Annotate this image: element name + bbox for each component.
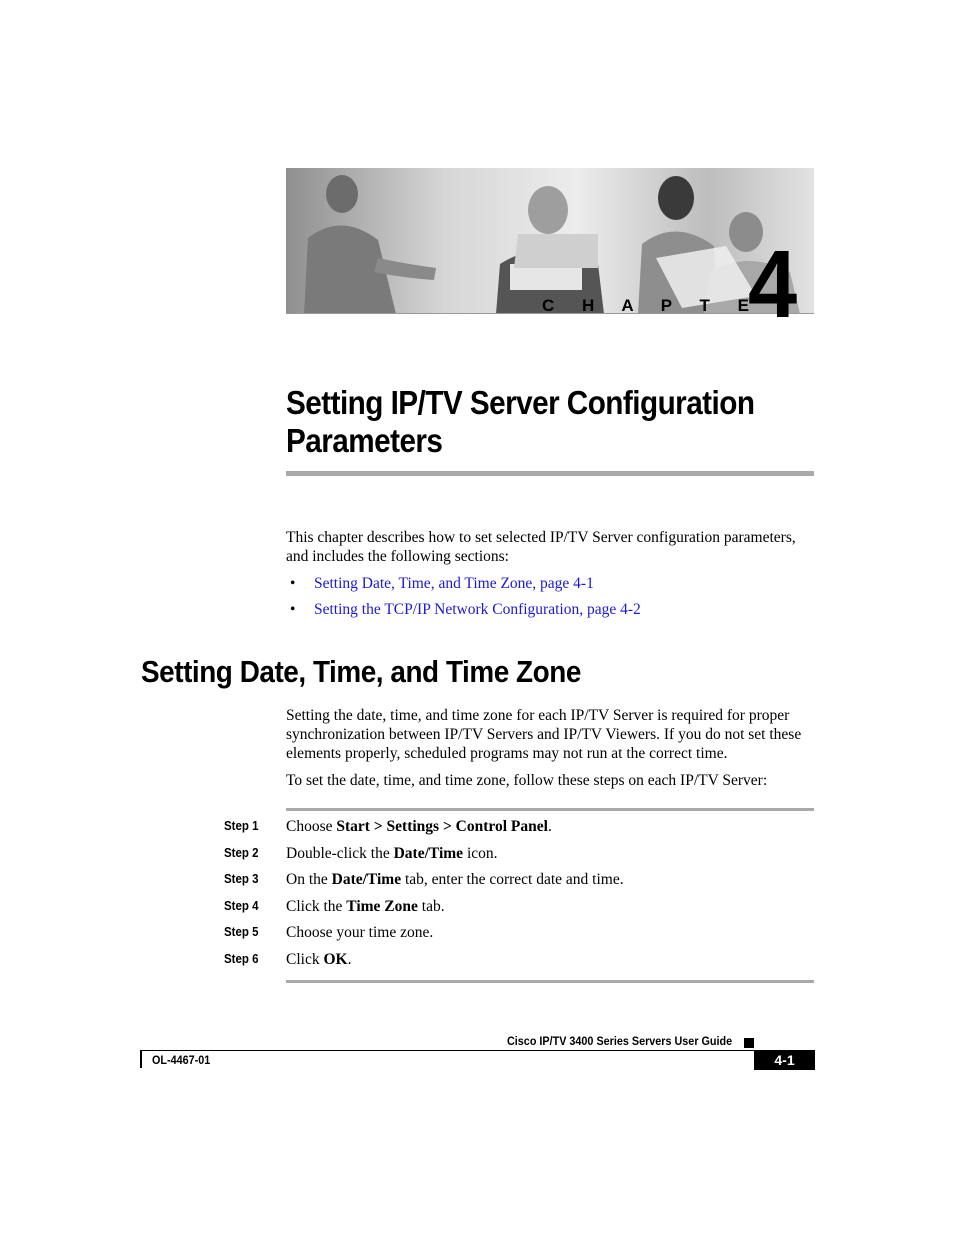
chapter-label: C H A P T E R <box>542 296 801 315</box>
step-label: Step 2 <box>224 846 259 860</box>
footer-tick <box>140 1050 142 1068</box>
toc-item <box>290 600 641 619</box>
toc-item <box>290 574 594 593</box>
step-label: Step 6 <box>224 952 259 966</box>
bullet: • <box>290 601 296 618</box>
chapter-title <box>286 384 790 460</box>
step-label: Step 4 <box>224 899 259 913</box>
step-text: Choose your time zone. <box>286 924 434 941</box>
step-label: Step 5 <box>224 925 259 939</box>
step-text: Choose Start > Settings > Control Panel. <box>286 818 552 835</box>
step-text: Click OK. <box>286 951 352 968</box>
steps-bottom-rule <box>286 980 814 983</box>
page-number: 4-1 <box>754 1050 815 1070</box>
section-title: Setting Date, Time, and Time Zone <box>141 654 581 689</box>
bullet: • <box>290 575 296 592</box>
intro-paragraph: This chapter describes how to set selected IP/TV Server configuration parameters, and includes the following sections: <box>286 529 796 565</box>
chapter-title-line1: Setting IP/TV Server Configuration <box>286 384 755 421</box>
chapter-number: 4 <box>748 231 798 338</box>
footer-rule <box>140 1050 754 1051</box>
toc-link-tcpip[interactable]: Setting the TCP/IP Network Configuration, page 4-2 <box>314 601 641 618</box>
step-label: Step 3 <box>224 872 259 886</box>
step-text: Click the Time Zone tab. <box>286 898 445 915</box>
step-text: On the Date/Time tab, enter the correct date and time. <box>286 871 624 888</box>
section-paragraph: To set the date, time, and time zone, follow these steps on each IP/TV Server: <box>286 772 768 789</box>
footer-guide-title: Cisco IP/TV 3400 Series Servers User Guide <box>507 1034 733 1048</box>
banner-people-illustration <box>286 168 814 314</box>
step-label: Step 1 <box>224 819 259 833</box>
chapter-banner-photo <box>286 168 814 314</box>
step-text: Double-click the Date/Time icon. <box>286 845 498 862</box>
section-paragraph: Setting the date, time, and time zone for each IP/TV Server is required for proper synchronization between IP/TV Servers and IP/TV Viewers. If you do not set these elements properly, scheduled programs may not run at the correct time. <box>286 707 802 762</box>
footer-marker <box>744 1038 754 1048</box>
steps-top-rule <box>286 808 814 811</box>
chapter-title-line2: Parameters <box>286 422 443 459</box>
toc-link-date-time[interactable]: Setting Date, Time, and Time Zone, page 4-1 <box>314 575 594 592</box>
title-rule <box>286 471 814 476</box>
footer-doc-number: OL-4467-01 <box>152 1053 211 1067</box>
